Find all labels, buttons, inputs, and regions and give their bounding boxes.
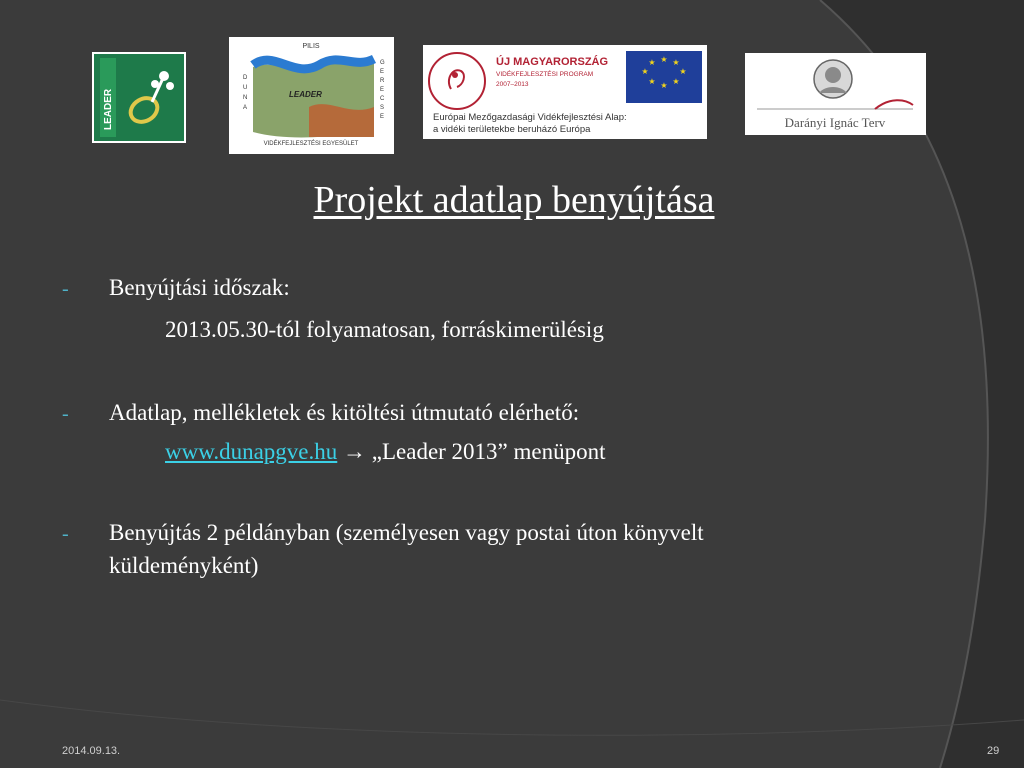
umvp-caption-line1: Európai Mezőgazdasági Vidékfejlesztési Alap: (433, 112, 627, 123)
svg-text:★: ★ (660, 81, 668, 90)
footer-page-number: 29 (987, 745, 1000, 757)
bullet-dash-3: - (62, 523, 69, 545)
dpg-top-text: PILIS (302, 43, 320, 50)
umvp-subtitle: VIDÉKFEJLESZTÉSI PROGRAM (496, 71, 594, 78)
dpg-logo (229, 37, 394, 154)
svg-text:★: ★ (641, 67, 649, 76)
leader-logo-text: LEADER (103, 88, 114, 130)
umvp-eu-logo (423, 45, 707, 139)
bullet-two-copies-line2: küldeményként) (109, 553, 259, 578)
bullet-dash-2: - (62, 403, 69, 425)
slide-title: Projekt adatlap benyújtása (313, 179, 715, 221)
umvp-years: 2007–2013 (496, 81, 529, 88)
dpg-center-text: LEADER (289, 90, 322, 99)
dpg-left-text: D U N A (243, 75, 248, 111)
svg-text:★: ★ (648, 58, 656, 67)
darany-text: Darányi Ignác Terv (784, 115, 886, 130)
dpg-right-text: G E R E C S E (380, 60, 385, 120)
bullet-dash-1: - (62, 278, 69, 300)
bullet-documents-link-line (165, 437, 606, 467)
footer-date: 2014.09.13. (62, 745, 121, 757)
bullet-documents-available: Adatlap, mellékletek és kitöltési útmutató elérhető: (109, 400, 580, 425)
svg-text:★: ★ (672, 58, 680, 67)
bullet-submission-period: Benyújtási időszak: (109, 275, 290, 300)
website-link[interactable]: www.dunapgve.hu (165, 439, 338, 464)
svg-text:★: ★ (648, 77, 656, 86)
svg-text:★: ★ (660, 55, 668, 64)
bullet-submission-period-value: 2013.05.30-tól folyamatosan, forráskimerülésig (165, 317, 604, 342)
svg-text:★: ★ (672, 77, 680, 86)
umvp-caption-line2: a vidéki területekbe beruházó Európa (433, 124, 591, 135)
darany-ignac-terv-logo (745, 53, 926, 135)
umvp-title: ÚJ MAGYARORSZÁG (496, 56, 609, 68)
svg-text:★: ★ (679, 67, 687, 76)
bullet-two-copies-line1: Benyújtás 2 példányban (személyesen vagy postai úton könyvelt (109, 520, 704, 545)
dpg-bottom-text: VIDÉKFEJLESZTÉSI EGYESÜLET (263, 141, 359, 147)
leader-logo (92, 52, 186, 143)
menu-item-text: → „Leader 2013” menüpont (337, 439, 606, 464)
